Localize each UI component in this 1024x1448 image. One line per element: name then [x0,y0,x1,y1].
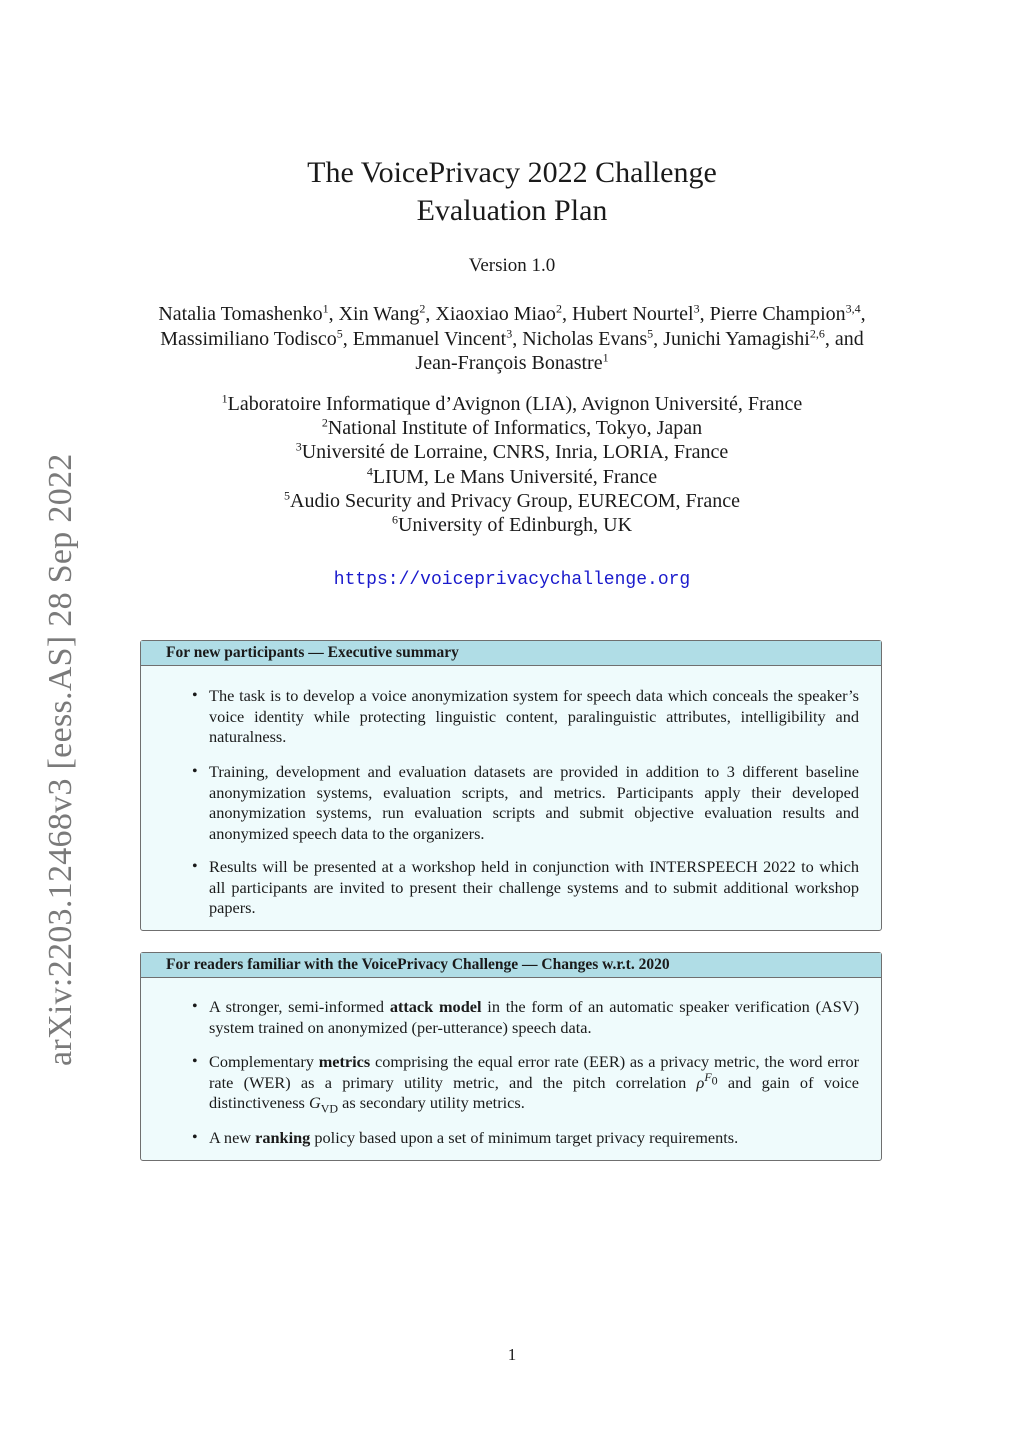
challenge-url-link[interactable]: https://voiceprivacychallenge.org [333,570,691,590]
list-item: • Results will be presented at a workshop held in conjunction with INTERSPEECH 2022 to which all participants are invited to present their challenge systems and to submit additional workshop papers. [192,857,859,917]
affiliation: $^3$Université de Lorraine, CNRS, Inria, LORIA, France [295,439,729,464]
bullet-icon: • [192,687,198,704]
author: Emmanuel Vincent$^3$, [352,325,523,350]
author: Natalia Tomashenko$^1$, [158,301,339,325]
affiliation: $^4$LIUM, Le Mans Université, France [366,463,658,488]
affiliation: $^2$National Institute of Informatics, Tokyo, Japan [321,415,703,440]
executive-summary-box [140,640,882,931]
list-item: • Complementary metrics comprising the equal error rate (EER) as a privacy metric, the word error rate (WER) as a primary utility metric, and the pitch correlation $\rho^{F_0}$ and gain of voice distinctiveness $G_{VD}$ as secondary utility metrics. [192,1052,860,1116]
author-list [140,302,884,376]
rho-symbol: ρ [696,1072,705,1092]
bullet-icon: • [192,1053,198,1070]
arxiv-stamp: arXiv:2203.12468v3 [eess.AS] 28 Sep 2022 [42,453,79,1066]
list-item: • A new ranking policy based upon a set of minimum target privacy requirements. [192,1128,739,1147]
version-label: Version 1.0 [468,255,556,276]
paper-title-line1: The VoicePrivacy 2022 Challenge [307,156,717,189]
bullet-icon: • [192,1129,198,1146]
paper-title-line2: Evaluation Plan [416,194,608,227]
author: Hubert Nourtel$^3$, [571,301,710,325]
changes-heading: For readers familiar with the VoicePrivacy Challenge — Changes w.r.t. 2020 [141,953,881,978]
author: Pierre Champion$^{3,4}$, [709,301,866,325]
affiliation-list [140,392,884,537]
executive-summary-heading: For new participants — Executive summary [141,641,881,666]
affiliation: $^6$University of Edinburgh, UK [391,512,633,537]
affiliation: $^5$Audio Security and Privacy Group, EURECOM, France [284,488,740,512]
list-item: • A stronger, semi-informed attack model in the form of an automatic speaker verification (ASV) system trained on anonymized (per-utterance) speech data. [192,997,859,1037]
author: Junichi Yamagishi$^{2,6}$, and [663,325,864,350]
list-item: • Training, development and evaluation datasets are provided in addition to 3 different baseline anonymization systems, evaluation scripts, and metrics. Participants apply their developed anonymization systems, run evaluation scripts and submit objective evaluation results and anonymized speech data to the organizers. [192,762,859,843]
gvd-symbol: G [308,1093,321,1112]
author: Massimiliano Todisco$^5$, [160,325,353,350]
changes-box [140,952,882,1161]
affiliation: $^1$Laboratoire Informatique d’Avignon (LIA), Avignon Université, France [221,391,803,415]
author: Xiaoxiao Miao$^2$, [435,301,572,325]
author: Jean-François Bonastre$^1$ [415,350,609,374]
bullet-icon: • [192,858,198,875]
bullet-icon: • [192,763,198,780]
list-item: • The task is to develop a voice anonymization system for speech data which conceals the speaker’s voice identity while protecting linguistic content, paralinguistic attributes, intelligibility and naturalness. [192,686,859,746]
bullet-icon: • [192,998,198,1015]
author: Nicholas Evans$^5$, [522,325,664,350]
author: Xin Wang$^2$, [338,301,436,325]
page-number: 1 [507,1345,517,1364]
